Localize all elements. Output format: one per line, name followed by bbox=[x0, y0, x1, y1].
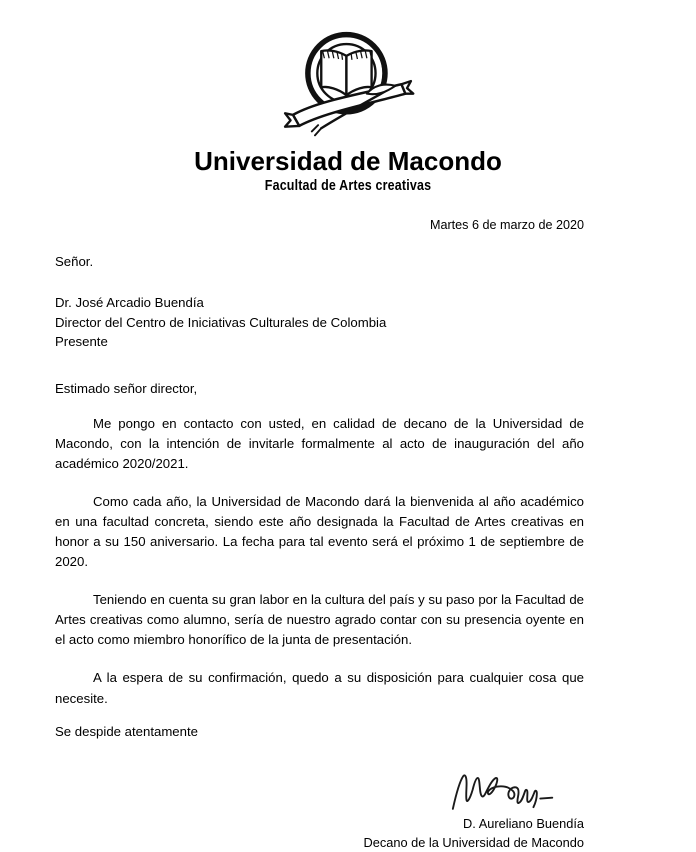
body-paragraph-1: Me pongo en contacto con usted, en calidad de decano de la Universidad de Macondo, con la intención de invitarle formalmente al acto de inauguración del año académico 2020/2021. bbox=[55, 415, 584, 471]
recipient-title: Director del Centro de Iniciativas Culturales de Colombia bbox=[55, 314, 387, 330]
letter-body bbox=[0, 218, 696, 852]
body-paragraph-2: Como cada año, la Universidad de Macondo dará la bienvenida al año académico en una facultad concreta, siendo este año designada la Facultad de Artes creativas en honor a su 150 aniversario. La fecha para tal evento será el próximo 1 de septiembre de 2020. bbox=[55, 494, 584, 570]
body-paragraph-4: A la espera de su confirmación, quedo a su disposición para cualquier cosa que necesite. bbox=[55, 670, 584, 706]
date-line: Martes 6 de marzo de 2020 bbox=[429, 218, 584, 233]
recipient-name: Dr. José Arcadio Buendía bbox=[55, 295, 204, 311]
signatory-name: D. Aureliano Buendía bbox=[463, 815, 584, 831]
open-book-icon bbox=[321, 50, 371, 95]
signature-block bbox=[55, 764, 584, 852]
greeting-line: Estimado señor director, bbox=[55, 380, 198, 396]
organization-name: Universidad de Macondo bbox=[194, 146, 502, 176]
closing-line: Se despide atentamente bbox=[55, 723, 198, 739]
recipient-block bbox=[55, 252, 584, 351]
faculty-name: Facultad de Artes creativas bbox=[264, 178, 432, 195]
recipient-presente: Presente bbox=[55, 333, 108, 349]
university-crest-icon bbox=[268, 26, 428, 144]
signatory-role: Decano de la Universidad de Macondo bbox=[363, 835, 584, 851]
recipient-salutation: Señor. bbox=[55, 254, 94, 270]
letterhead bbox=[0, 0, 696, 194]
handwritten-signature-icon bbox=[446, 764, 566, 816]
body-paragraph-3: Teniendo en cuenta su gran labor en la cultura del país y su paso por la Facultad de Artes creativas como alumno, sería de nuestro agrado contar con su presencia oyente en el acto como miembro honorífico de la junta de presentación. bbox=[55, 592, 584, 648]
